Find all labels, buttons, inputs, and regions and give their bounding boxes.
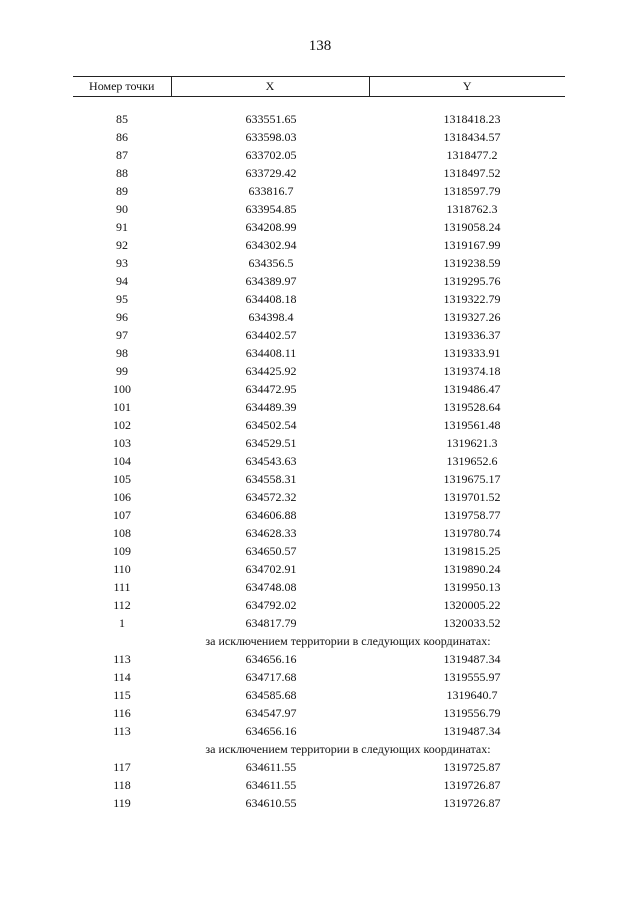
point-number-cell: 1 bbox=[119, 616, 125, 630]
point-number-cell: 119 bbox=[113, 796, 131, 810]
table-row bbox=[73, 704, 565, 722]
y-coordinate-cell: 1319295.76 bbox=[443, 274, 501, 288]
point-number-cell: 103 bbox=[113, 436, 131, 450]
table-header-row bbox=[73, 77, 565, 97]
point-number-cell: 115 bbox=[113, 688, 131, 702]
point-number-cell: 90 bbox=[116, 202, 128, 216]
x-coordinate-cell: 634717.68 bbox=[245, 670, 297, 684]
point-number-cell: 98 bbox=[116, 346, 128, 360]
y-coordinate-cell: 1319561.48 bbox=[443, 418, 501, 432]
table-row bbox=[73, 488, 565, 506]
point-number-cell: 94 bbox=[116, 274, 128, 288]
table-row bbox=[73, 650, 565, 668]
point-number-cell: 107 bbox=[113, 508, 131, 522]
x-coordinate-cell: 634543.63 bbox=[245, 454, 297, 468]
table-row bbox=[73, 236, 565, 254]
y-coordinate-cell: 1319726.87 bbox=[443, 796, 501, 810]
x-coordinate-cell: 634398.4 bbox=[248, 310, 294, 324]
coordinates-table bbox=[73, 76, 565, 812]
point-number-cell: 102 bbox=[113, 418, 131, 432]
y-coordinate-cell: 1318418.23 bbox=[443, 112, 501, 126]
x-coordinate-cell: 634402.57 bbox=[245, 328, 297, 342]
header-spacer bbox=[73, 97, 565, 111]
table-row bbox=[73, 254, 565, 272]
table-row bbox=[73, 164, 565, 182]
x-coordinate-cell: 634547.97 bbox=[245, 706, 297, 720]
y-coordinate-cell: 1319327.26 bbox=[443, 310, 501, 324]
table-row bbox=[73, 758, 565, 776]
exclusion-note: за исключением территории в следующих координатах: bbox=[205, 742, 491, 756]
table-row bbox=[73, 110, 565, 128]
table-row bbox=[73, 182, 565, 200]
point-number-cell: 104 bbox=[113, 454, 131, 468]
x-coordinate-cell: 634611.55 bbox=[245, 760, 297, 774]
y-coordinate-cell: 1319486.47 bbox=[443, 382, 501, 396]
table-row bbox=[73, 362, 565, 380]
x-coordinate-cell: 634472.95 bbox=[245, 382, 297, 396]
y-coordinate-cell: 1319058.24 bbox=[443, 220, 501, 234]
x-coordinate-cell: 634585.68 bbox=[245, 688, 297, 702]
y-coordinate-cell: 1319815.25 bbox=[443, 544, 501, 558]
table-row bbox=[73, 506, 565, 524]
x-coordinate-cell: 633598.03 bbox=[245, 130, 297, 144]
x-coordinate-cell: 634425.92 bbox=[245, 364, 297, 378]
y-coordinate-cell: 1319556.79 bbox=[443, 706, 501, 720]
y-coordinate-cell: 1319528.64 bbox=[443, 400, 501, 414]
y-coordinate-cell: 1318477.2 bbox=[446, 148, 498, 162]
x-coordinate-cell: 634606.88 bbox=[245, 508, 297, 522]
point-number-cell: 117 bbox=[113, 760, 131, 774]
table-row bbox=[73, 416, 565, 434]
point-number-cell: 108 bbox=[113, 526, 131, 540]
point-number-cell: 100 bbox=[113, 382, 131, 396]
y-coordinate-cell: 1319487.34 bbox=[443, 652, 501, 666]
y-coordinate-cell: 1318434.57 bbox=[443, 130, 501, 144]
y-coordinate-cell: 1318597.79 bbox=[443, 184, 501, 198]
x-coordinate-cell: 634502.54 bbox=[245, 418, 297, 432]
table-row bbox=[73, 470, 565, 488]
table-row bbox=[73, 380, 565, 398]
table-row bbox=[73, 542, 565, 560]
header-x: X bbox=[171, 77, 369, 97]
x-coordinate-cell: 634356.5 bbox=[248, 256, 294, 270]
point-number-cell: 95 bbox=[116, 292, 128, 306]
x-coordinate-cell: 633816.7 bbox=[248, 184, 294, 198]
table-body bbox=[73, 97, 565, 813]
table-row bbox=[73, 290, 565, 308]
x-coordinate-cell: 634408.11 bbox=[245, 346, 297, 360]
y-coordinate-cell: 1319890.24 bbox=[443, 562, 501, 576]
point-number-cell: 86 bbox=[116, 130, 128, 144]
exclusion-note: за исключением территории в следующих координатах: bbox=[205, 634, 491, 648]
y-coordinate-cell: 1319675.17 bbox=[443, 472, 501, 486]
table-row bbox=[73, 128, 565, 146]
y-coordinate-cell: 1319780.74 bbox=[443, 526, 501, 540]
point-number-cell: 106 bbox=[113, 490, 131, 504]
header-y: Y bbox=[369, 77, 565, 97]
table-row bbox=[73, 344, 565, 362]
x-coordinate-cell: 634558.31 bbox=[245, 472, 297, 486]
x-coordinate-cell: 634529.51 bbox=[245, 436, 297, 450]
table-row bbox=[73, 326, 565, 344]
point-number-cell: 112 bbox=[113, 598, 131, 612]
table-row bbox=[73, 614, 565, 632]
table-row bbox=[73, 794, 565, 812]
table-row bbox=[73, 596, 565, 614]
y-coordinate-cell: 1319238.59 bbox=[443, 256, 501, 270]
point-number-cell: 101 bbox=[113, 400, 131, 414]
x-coordinate-cell: 634408.18 bbox=[245, 292, 297, 306]
point-number-cell: 97 bbox=[116, 328, 128, 342]
point-number-cell: 114 bbox=[113, 670, 131, 684]
y-coordinate-cell: 1319725.87 bbox=[443, 760, 501, 774]
y-coordinate-cell: 1319640.7 bbox=[446, 688, 498, 702]
point-number-cell: 92 bbox=[116, 238, 128, 252]
table-row bbox=[73, 722, 565, 740]
point-number-cell: 111 bbox=[113, 580, 131, 594]
point-number-cell: 105 bbox=[113, 472, 131, 486]
y-coordinate-cell: 1319333.91 bbox=[443, 346, 501, 360]
point-number-cell: 87 bbox=[116, 148, 128, 162]
point-number-cell: 116 bbox=[113, 706, 131, 720]
x-coordinate-cell: 633702.05 bbox=[245, 148, 297, 162]
y-coordinate-cell: 1319701.52 bbox=[443, 490, 501, 504]
table-row bbox=[73, 146, 565, 164]
x-coordinate-cell: 634302.94 bbox=[245, 238, 297, 252]
exclusion-note-row bbox=[73, 632, 565, 650]
y-coordinate-cell: 1319726.87 bbox=[443, 778, 501, 792]
point-number-cell: 89 bbox=[116, 184, 128, 198]
exclusion-note-row bbox=[73, 740, 565, 758]
point-number-cell: 93 bbox=[116, 256, 128, 270]
x-coordinate-cell: 633729.42 bbox=[245, 166, 297, 180]
point-number-cell: 88 bbox=[116, 166, 128, 180]
point-number-cell: 113 bbox=[113, 724, 131, 738]
table-row bbox=[73, 668, 565, 686]
y-coordinate-cell: 1319652.6 bbox=[446, 454, 498, 468]
table-row bbox=[73, 218, 565, 236]
point-number-cell: 113 bbox=[113, 652, 131, 666]
point-number-cell: 85 bbox=[116, 112, 128, 126]
table-row bbox=[73, 524, 565, 542]
y-coordinate-cell: 1320033.52 bbox=[443, 616, 501, 630]
table-row bbox=[73, 398, 565, 416]
point-number-cell: 99 bbox=[116, 364, 128, 378]
point-number-cell: 91 bbox=[116, 220, 128, 234]
table-row bbox=[73, 560, 565, 578]
x-coordinate-cell: 634792.02 bbox=[245, 598, 297, 612]
point-number-cell: 118 bbox=[113, 778, 131, 792]
page-number: 138 bbox=[308, 38, 332, 54]
x-coordinate-cell: 633551.65 bbox=[245, 112, 297, 126]
x-coordinate-cell: 634572.32 bbox=[245, 490, 297, 504]
x-coordinate-cell: 634628.33 bbox=[245, 526, 297, 540]
y-coordinate-cell: 1319167.99 bbox=[443, 238, 501, 252]
y-coordinate-cell: 1318497.52 bbox=[443, 166, 501, 180]
point-number-cell: 110 bbox=[113, 562, 131, 576]
x-coordinate-cell: 634610.55 bbox=[245, 796, 297, 810]
table-row bbox=[73, 452, 565, 470]
table-row bbox=[73, 308, 565, 326]
y-coordinate-cell: 1319555.97 bbox=[443, 670, 501, 684]
x-coordinate-cell: 634389.97 bbox=[245, 274, 297, 288]
x-coordinate-cell: 634817.79 bbox=[245, 616, 297, 630]
y-coordinate-cell: 1320005.22 bbox=[443, 598, 501, 612]
table-row bbox=[73, 200, 565, 218]
x-coordinate-cell: 633954.85 bbox=[245, 202, 297, 216]
x-coordinate-cell: 634748.08 bbox=[245, 580, 297, 594]
table-row bbox=[73, 272, 565, 290]
x-coordinate-cell: 634656.16 bbox=[245, 724, 297, 738]
point-number-cell: 109 bbox=[113, 544, 131, 558]
y-coordinate-cell: 1318762.3 bbox=[446, 202, 498, 216]
x-coordinate-cell: 634702.91 bbox=[245, 562, 297, 576]
x-coordinate-cell: 634611.55 bbox=[245, 778, 297, 792]
x-coordinate-cell: 634650.57 bbox=[245, 544, 297, 558]
point-number-cell: 96 bbox=[116, 310, 128, 324]
table-row bbox=[73, 434, 565, 452]
table-row bbox=[73, 686, 565, 704]
x-coordinate-cell: 634208.99 bbox=[245, 220, 297, 234]
y-coordinate-cell: 1319950.13 bbox=[443, 580, 501, 594]
y-coordinate-cell: 1319487.34 bbox=[443, 724, 501, 738]
y-coordinate-cell: 1319621.3 bbox=[446, 436, 498, 450]
table-row bbox=[73, 578, 565, 596]
x-coordinate-cell: 634489.39 bbox=[245, 400, 297, 414]
y-coordinate-cell: 1319322.79 bbox=[443, 292, 501, 306]
header-point-number: Номер точки bbox=[73, 77, 171, 97]
y-coordinate-cell: 1319374.18 bbox=[443, 364, 501, 378]
y-coordinate-cell: 1319336.37 bbox=[443, 328, 501, 342]
x-coordinate-cell: 634656.16 bbox=[245, 652, 297, 666]
table-row bbox=[73, 776, 565, 794]
y-coordinate-cell: 1319758.77 bbox=[443, 508, 501, 522]
